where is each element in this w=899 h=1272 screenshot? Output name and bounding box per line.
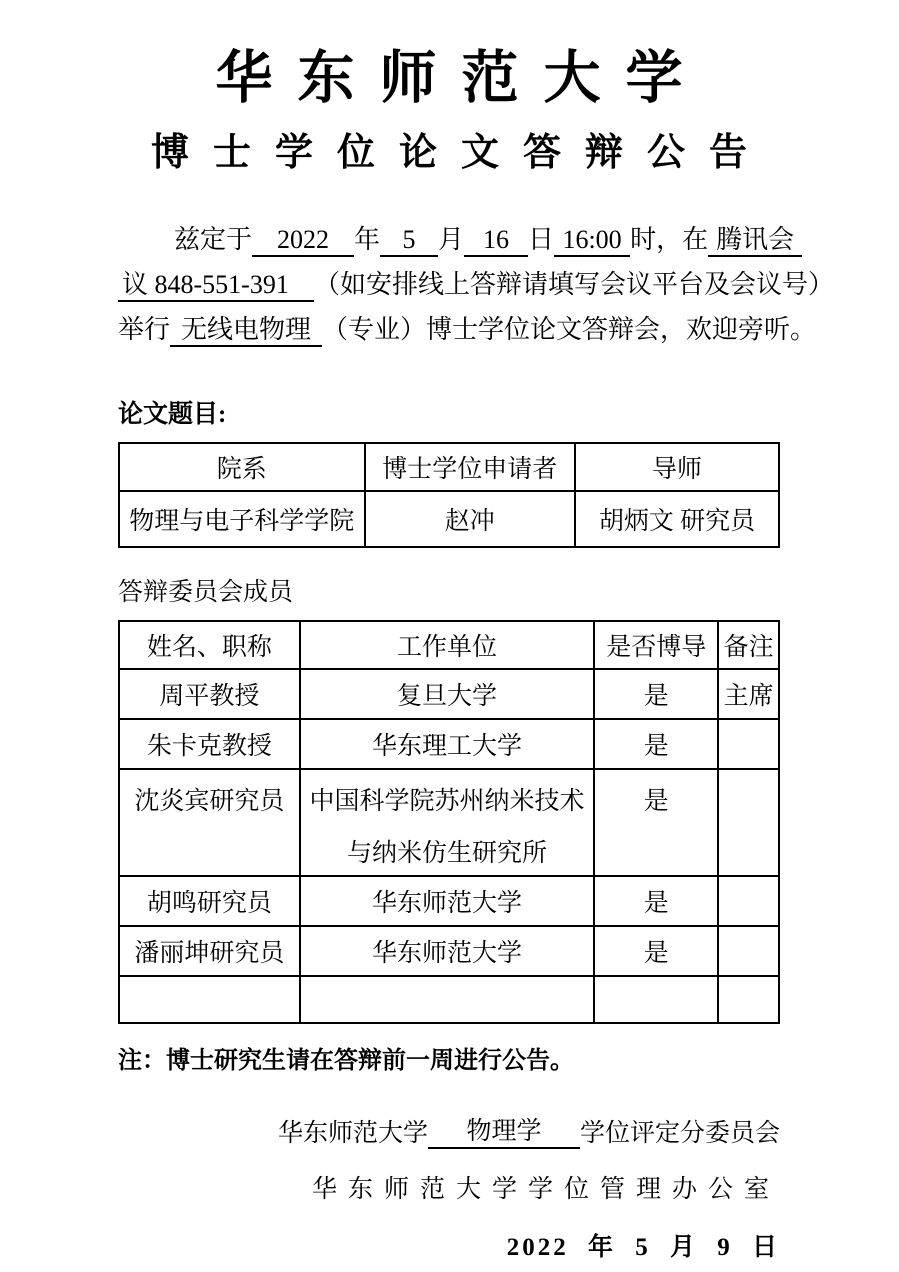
committee-row-2 [119,719,779,769]
thesis-info-table [118,442,780,548]
venue-note: （如安排线上答辩请填写会议平台及会议号） [314,270,835,300]
announcement-line-1 [118,223,795,268]
page-title: 博士学位论文答辩公告 [150,131,771,174]
member-name: 沈炎宾研究员 [119,769,300,876]
lead-text: 兹定于 [174,225,253,255]
venue-blank-part1: 腾讯会 [708,225,802,257]
committee-row-1 [119,669,779,719]
member-name: 潘丽坤研究员 [119,926,300,976]
member-unit: 复旦大学 [300,669,594,719]
year-label: 年 [354,225,381,255]
committee-header-remark: 备注 [718,621,779,669]
member-remark [718,769,779,876]
member-remark [718,926,779,976]
signature-office-line: 华东师范大学学位管理办公室 [311,1176,780,1204]
committee-row-5 [119,926,779,976]
member-name [119,976,300,1023]
signature-block [118,1113,780,1263]
committee-members-label: 答辩委员会成员 [118,579,294,607]
member-unit-line1: 中国科学院苏州纳米技术 [309,788,585,816]
signature-committee-suffix: 学位评定分委员会 [579,1120,780,1148]
major-blank: 无线电物理 [170,315,322,347]
time-blank: 16:00 [554,225,630,257]
tail-text: （专业）博士学位论文答辩会，欢迎旁听。 [322,315,817,345]
member-name: 周平教授 [119,669,300,719]
hold-text: 举行 [118,315,171,345]
committee-table [118,620,780,1024]
member-remark [718,719,779,769]
time-label: 时，在 [630,225,709,255]
member-supervisor: 是 [594,669,718,719]
member-unit: 华东理工大学 [300,719,594,769]
announcement-paragraph [118,223,835,358]
university-name: 华东师范大学 [215,47,708,110]
venue-blank-part2: 议 848-551-391 [118,270,314,302]
committee-row-4 [119,876,779,926]
member-unit: 华东师范大学 [300,926,594,976]
department-cell: 物理与电子科学学院 [119,491,365,547]
member-remark [718,976,779,1023]
signature-major-blank: 物理学 [428,1117,580,1149]
signature-committee-line [118,1113,780,1149]
member-remark: 主席 [718,669,779,719]
footnote: 注：博士研究生请在答辩前一周进行公告。 [118,1048,574,1075]
signature-date: 2022 年 5 月 9 日 [506,1234,780,1262]
member-supervisor: 是 [594,876,718,926]
member-unit: 华东师范大学 [300,876,594,926]
advisor-cell: 胡炳文 研究员 [575,491,779,547]
signature-university: 华东师范大学 [277,1120,428,1148]
year-blank: 2022 [252,225,354,257]
announcement-line-2 [118,268,835,313]
committee-header-row [119,621,779,669]
member-supervisor: 是 [594,719,718,769]
member-supervisor: 是 [594,926,718,976]
member-supervisor: 是 [594,769,718,876]
info-table-data-row [119,491,779,547]
committee-header-unit: 工作单位 [300,621,594,669]
committee-row-3 [119,769,779,876]
thesis-title-label: 论文题目: [118,401,227,429]
info-header-applicant: 博士学位申请者 [365,443,576,491]
info-table-header-row [119,443,779,491]
member-name: 朱卡克教授 [119,719,300,769]
announcement-line-3 [118,313,817,358]
member-name: 胡鸣研究员 [119,876,300,926]
member-unit [300,976,594,1023]
info-header-department: 院系 [119,443,365,491]
day-label: 日 [528,225,555,255]
month-label: 月 [438,225,465,255]
committee-row-empty [119,976,779,1023]
committee-header-supervisor: 是否博导 [594,621,718,669]
month-blank: 5 [380,225,438,257]
applicant-cell: 赵冲 [365,491,576,547]
day-blank: 16 [464,225,528,257]
info-header-advisor: 导师 [575,443,779,491]
committee-header-name: 姓名、职称 [119,621,300,669]
member-unit-line2: 与纳米仿生研究所 [347,840,548,868]
member-remark [718,876,779,926]
member-unit [300,769,594,876]
member-supervisor [594,976,718,1023]
